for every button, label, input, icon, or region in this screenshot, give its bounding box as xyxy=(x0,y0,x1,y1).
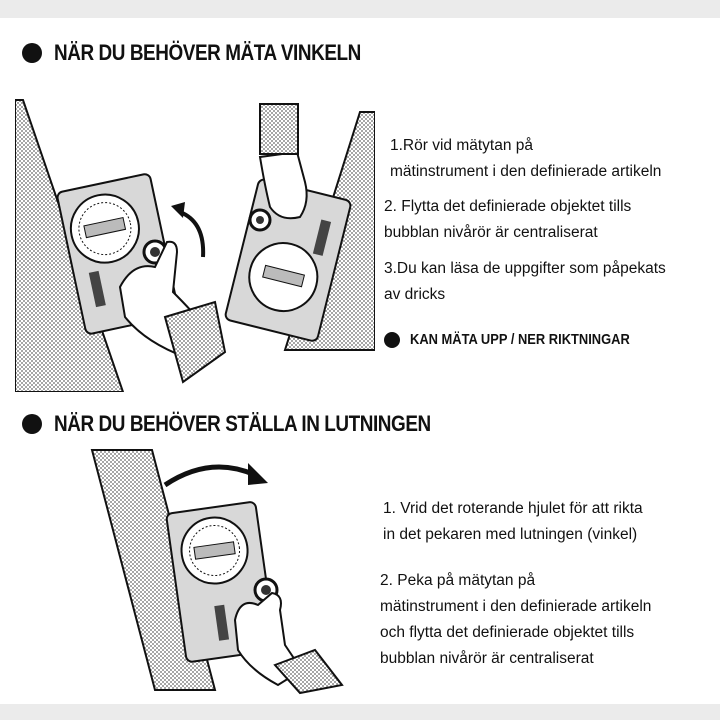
step-line: bubblan nivårör är centraliserat xyxy=(380,650,594,667)
section1-step1 xyxy=(390,133,661,185)
section1-heading xyxy=(22,40,411,66)
section1-title: NÄR DU BEHÖVER MÄTA VINKELN xyxy=(54,40,361,65)
section2-step2 xyxy=(380,568,651,672)
slope-setting-illustration xyxy=(90,445,350,695)
bullet-icon xyxy=(22,414,42,434)
section1-note xyxy=(384,331,666,348)
bullet-icon xyxy=(384,332,400,348)
step-line: av dricks xyxy=(384,286,446,303)
section1-step3 xyxy=(384,256,666,308)
bullet-icon xyxy=(22,43,42,63)
step-line: 3.Du kan läsa de uppgifter som påpekats xyxy=(384,260,666,277)
section2-heading xyxy=(22,411,492,437)
section2-step1 xyxy=(383,496,643,548)
step-line: 1. Vrid det roterande hjulet för att rikta xyxy=(383,500,643,517)
step-line: 1.Rör vid mätytan på xyxy=(390,137,534,154)
step-line: bubblan nivårör är centraliserat xyxy=(384,224,598,241)
step-line: 2. Peka på mätytan på xyxy=(380,572,536,589)
section1-step2 xyxy=(384,194,631,246)
step-line: och flytta det definierade objektet tills xyxy=(380,624,635,641)
step-line: 2. Flytta det definierade objektet tills xyxy=(384,198,632,215)
note-text: KAN MÄTA UPP / NER RIKTNINGAR xyxy=(410,331,630,348)
top-band xyxy=(0,0,720,18)
angle-measure-illustration xyxy=(15,92,375,392)
step-line: mätinstrument i den definierade artikeln xyxy=(390,163,662,180)
step-line: in det pekaren med lutningen (vinkel) xyxy=(383,526,638,543)
bottom-band xyxy=(0,704,720,720)
section2-title: NÄR DU BEHÖVER STÄLLA IN LUTNINGEN xyxy=(54,411,431,436)
step-line: mätinstrument i den definierade artikeln xyxy=(380,598,652,615)
